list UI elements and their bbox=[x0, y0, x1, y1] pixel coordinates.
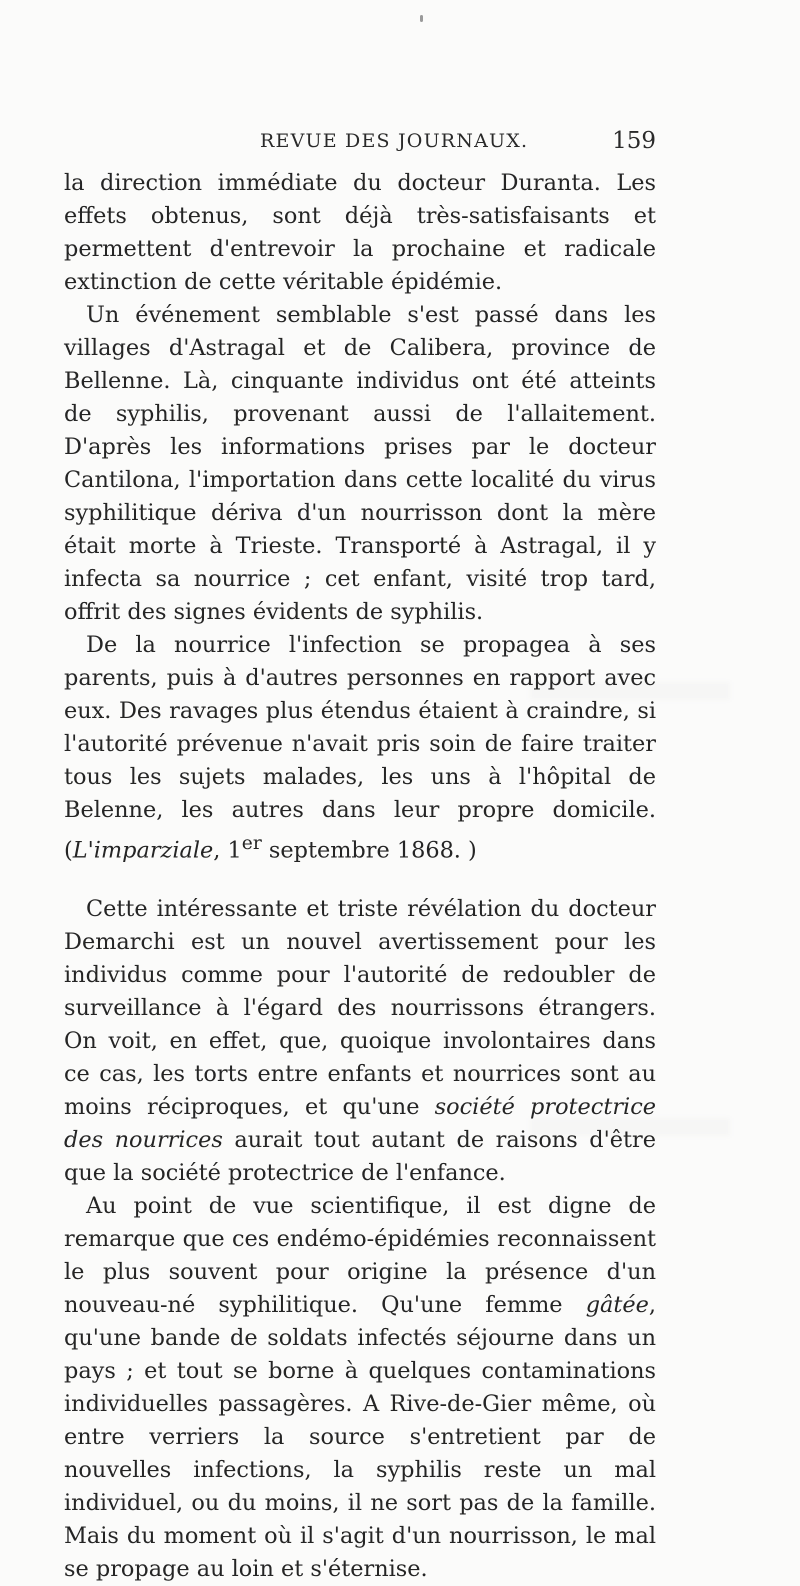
paragraph-5-text-start: Au point de vue scientifique, il est digne de remarque que ces endémo-épidémies reconnaissent le plus souvent pour origine la présence d'un nouveau-né syphilitique. Qu'une femme bbox=[64, 1193, 656, 1319]
paragraph-4 bbox=[64, 893, 656, 1190]
page-speck bbox=[420, 15, 423, 22]
citation-day: 1 bbox=[227, 837, 242, 864]
paragraph-1: la direction immédiate du docteur Duranta. Les effets obtenus, sont déjà très-satisfaisants et permettent d'entrevoir la prochaine et radicale extinction de cette véritable épidémie. bbox=[64, 170, 656, 295]
page-number: 159 bbox=[612, 128, 656, 154]
paragraph-3: De la nourrice l'infection se propagea à ses parents, puis à d'autres personnes en rapport avec eux. Des ravages plus étendus étaient à craindre, si l'autorité prévenue n'avait pris soin de faire traiter tous les sujets malades, les uns à l'hôpital de Belenne, les autres dans leur propre domicile. (L'imparziale, 1er septembre 1868. ) bbox=[64, 632, 656, 864]
running-title: REVUE DES JOURNAUX. bbox=[260, 130, 529, 152]
paragraph-5-text-end: , qu'une bande de soldats infectés séjourne dans un pays ; et tout se borne à quelques contaminations individuelles passagères. A Rive-de-Gier même, où entre verriers la source s'entretient par de nouvelles infections, la syphilis reste un mal individuel, ou du moins, il ne sort pas de la famille. Mais du moment où il s'agit d'un nourrisson, le mal se propage au loin et s'éternise. bbox=[64, 1292, 656, 1583]
emphasized-phrase: société protectrice des nourrices bbox=[64, 1094, 656, 1154]
article-body bbox=[64, 167, 656, 1586]
citation-date: septembre 1868. ) bbox=[261, 837, 477, 864]
paragraph-2: Un événement semblable s'est passé dans les villages d'Astragal et de Calibera, province de Bellenne. Là, cinquante individus ont été atteints de syphilis, provenant aussi de l'allaitement. D'après les informations prises par le docteur Cantilona, l'importation dans cette localité du virus syphilitique dériva d'un nourrisson dont la mère était morte à Trieste. Transporté à Astragal, il y infecta sa nourrice ; cet enfant, visité trop tard, offrit des signes évidents de syphilis. bbox=[64, 302, 656, 625]
paragraph-3-text: De la nourrice l'infection se propagea à ses parents, puis à d'autres personnes en rapport avec eux. Des ravages plus étendus étaient à craindre, si l'autorité prévenue n'avait pris soin de faire traiter tous les sujets malades, les uns à l'hôpital de Belenne, les autres dans leur propre domicile. ( bbox=[64, 632, 656, 864]
paragraph-4-text-start: Cette intéressante et triste révélation du docteur Demarchi est un nouvel avertissement pour les individus comme pour l'autorité de redoubler de surveillance à l'égard des nourrissons étrangers. On voit, en effet, que, quoique involontaires dans ce cas, les torts entre enfants et nourrices sont au moins réciproques, et qu'une bbox=[64, 896, 656, 1121]
running-header bbox=[64, 128, 656, 162]
paragraph-4-text-end: aurait tout autant de raisons d'être que la société protectrice de l'enfance. bbox=[64, 1127, 656, 1187]
paragraph-5 bbox=[64, 1190, 656, 1586]
citation-ordinal: er bbox=[241, 833, 262, 854]
source-title: L'imparziale bbox=[72, 837, 214, 864]
emphasized-word: gâtée bbox=[585, 1292, 649, 1319]
